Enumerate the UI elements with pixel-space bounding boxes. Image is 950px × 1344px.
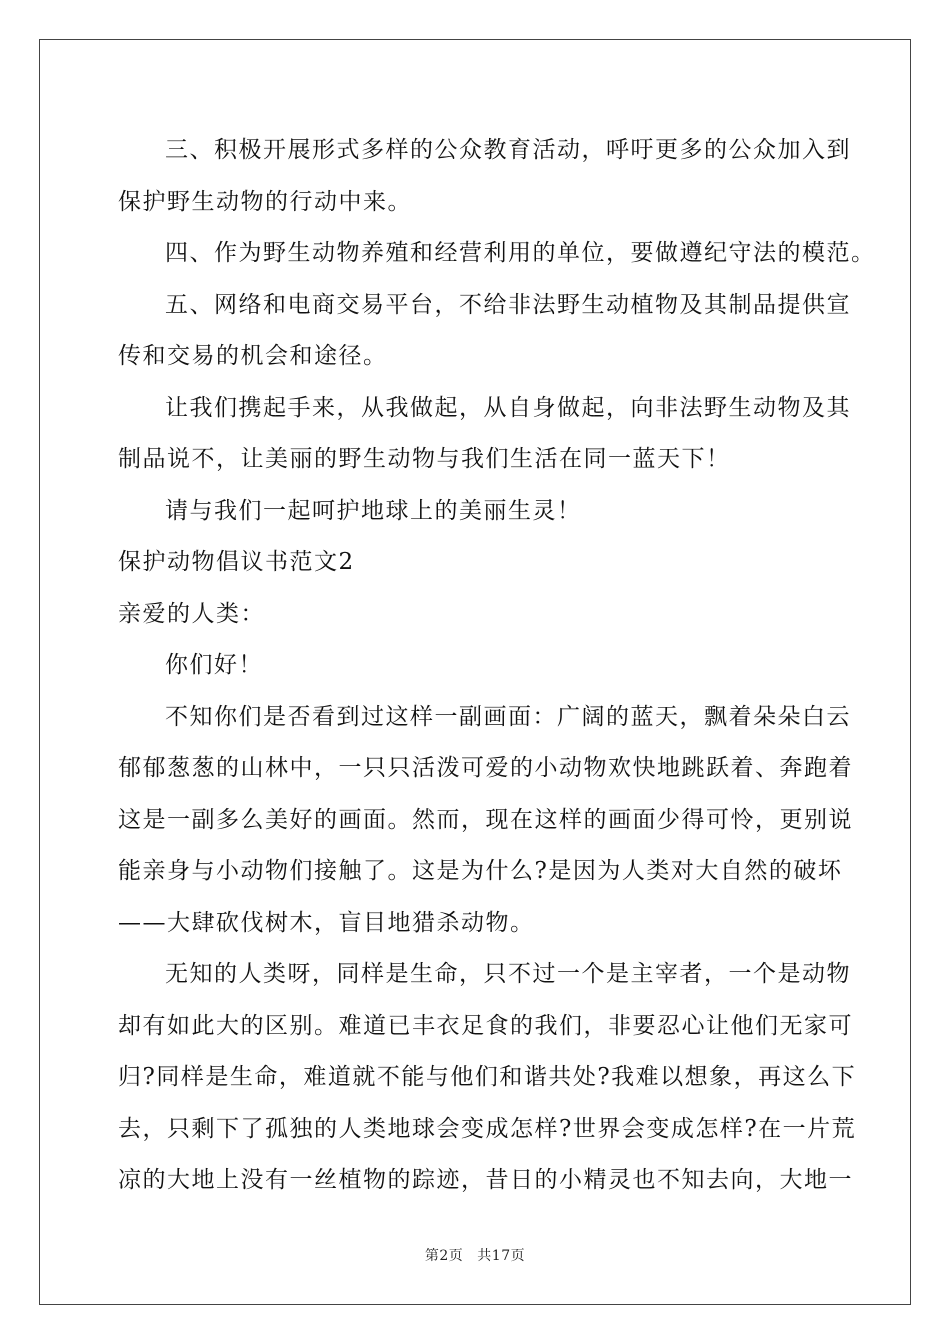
page-total: 共17页 (477, 1248, 526, 1264)
text-line: ——大肆砍伐树木，盲目地猎杀动物。 (118, 909, 535, 936)
text-line: 制品说不，让美丽的野生动物与我们生活在同一蓝天下！ (118, 446, 731, 472)
text-line: 四、作为野生动物养殖和经营利用的单位，要做遵纪守法的模范。 (165, 240, 876, 266)
text-line: 让我们携起手来，从我做起，从自身做起，向非法野生动物及其 (165, 394, 851, 421)
text-line: 去，只剩下了孤独的人类地球会变成怎样?世界会变成怎样?在一片荒 (118, 1115, 857, 1142)
text-line: 归?同样是生命，难道就不能与他们和谐共处?我难以想象，再这么下 (118, 1064, 857, 1090)
page-footer (0, 1245, 950, 1265)
text-line: 保护野生动物的行动中来。 (118, 188, 412, 215)
text-line: 请与我们一起呵护地球上的美丽生灵！ (165, 497, 582, 524)
text-line: 不知你们是否看到过这样一副画面：广阔的蓝天，飘着朵朵白云 (165, 703, 851, 730)
text-line: 这是一副多么美好的画面。然而，现在这样的画面少得可怜，更别说 (118, 806, 853, 833)
text-line: 却有如此大的区别。难道已丰衣足食的我们，非要忍心让他们无家可 (118, 1012, 853, 1039)
text-line: 三、积极开展形式多样的公众教育活动，呼吁更多的公众加入到 (165, 137, 851, 163)
text-line: 能亲身与小动物们接触了。这是为什么?是因为人类对大自然的破坏 (118, 858, 843, 884)
text-line: 你们好！ (165, 652, 263, 678)
text-line: 传和交易的机会和途径。 (118, 343, 388, 369)
text-line: 五、网络和电商交易平台，不给非法野生动植物及其制品提供宣 (165, 291, 851, 318)
text-line: 保护动物倡议书范文2 (118, 549, 355, 575)
text-line: 亲爱的人类： (118, 600, 265, 627)
text-line: 无知的人类呀，同样是生命，只不过一个是主宰者，一个是动物 (165, 961, 851, 987)
page-number: 第2页 (424, 1248, 464, 1264)
document-body (118, 125, 876, 1207)
text-line: 郁郁葱葱的山林中，一只只活泼可爱的小动物欢快地跳跃着、奔跑着 (118, 755, 853, 781)
text-line: 凉的大地上没有一丝植物的踪迹，昔日的小精灵也不知去向，大地一 (118, 1167, 853, 1193)
